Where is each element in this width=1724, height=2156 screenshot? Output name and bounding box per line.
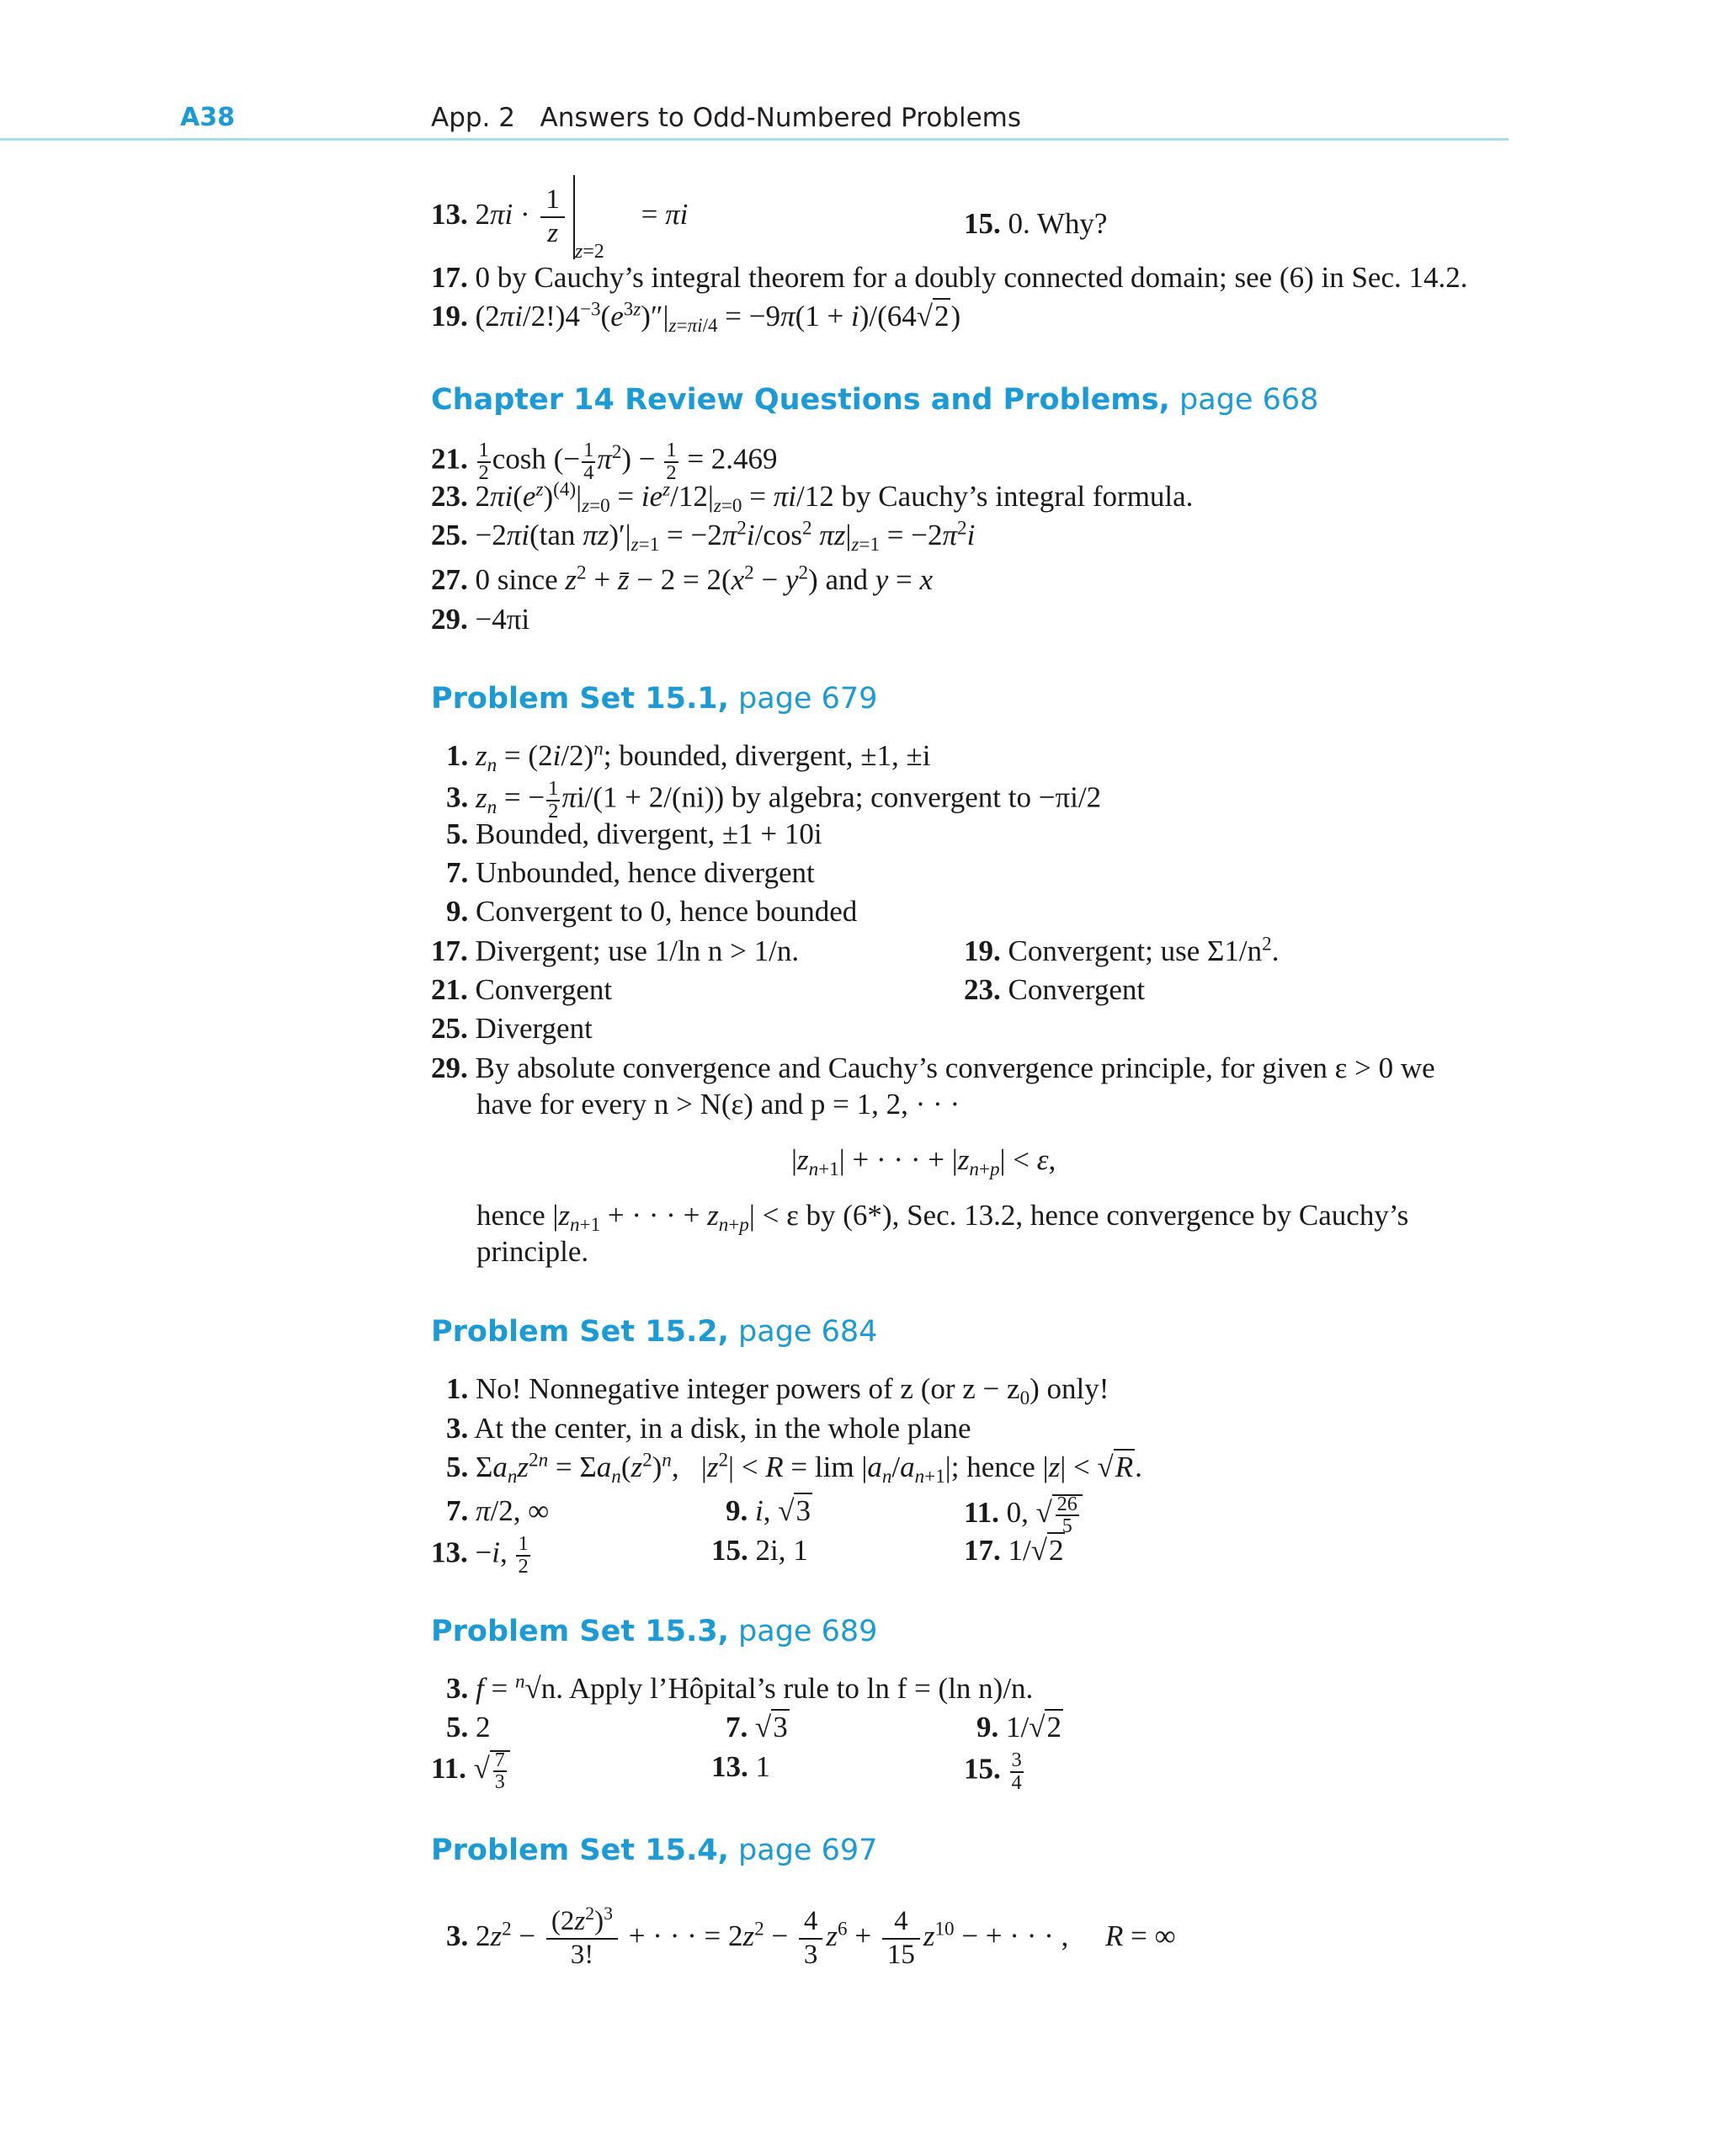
answer-3-15-1: 3. $z_n$ = − $\frac{1}{2}$ πi/(1 + 2/(ni)) by algebra; convergent to −πi/2: [446, 777, 1102, 822]
answer-7-15-3: 7. √3: [726, 1711, 788, 1743]
answer-15-15-3: 15. $\frac{3}{4}$: [964, 1749, 1022, 1794]
answer-9-15-1: 9. Convergent to 0, hence bounded: [446, 895, 858, 928]
answer-13-15-3: 13. 1: [711, 1750, 770, 1783]
answer-29-review: 29. −4πi: [431, 603, 530, 636]
answer-17-15-1: 17. Divergent; use 1/ln n > 1/n.: [431, 934, 800, 967]
answer-27-review: 27. 0 since $z^2$ + z̄ − $2 = 2(x^2 - y^2)$ and y = x: [431, 561, 934, 596]
answer-25-review: 25. −2πi(tan $\pi z)'|_{z=1} = -2\pi^2i/\cos^2$ $\pi z|_{z=1} = -2\pi^2i$: [431, 516, 976, 555]
answer-17: 17. 0 by Cauchy’s integral theorem for a doubly connected domain; see (6) in Sec. 14.2.: [431, 261, 1468, 294]
answer-29-line-5: principle.: [476, 1235, 589, 1268]
answer-29-line-4: hence $|z_{n+1}$ + · · · + $z_{n+p}| < \varepsilon$ by (6*), Sec. 13.2, hence convergence by Cauchy’s: [476, 1199, 1409, 1235]
answer-3-15-4: 3. $2z^2$ − $\frac{(2z^2)^3}{3!}$ + · · · = $2z^2$ − $\frac{4}{3}$ $z^6$ + $\frac{4}{15}$ $z^{10}$ − + · · · , R = ∞: [446, 1903, 1176, 1970]
answer-19: 19. $(2\pi i/2!)4^{-3}(e^{3z})''|_{z=\pi i/4} = -9\pi(1 + i)/(64√2)$: [431, 297, 961, 336]
answer-25-15-1: 25. Divergent: [431, 1012, 593, 1045]
heading-problem-set-15-1: Problem Set 15.1, page 679: [431, 682, 878, 716]
heading-problem-set-15-2: Problem Set 15.2, page 684: [431, 1315, 878, 1349]
answer-21-review: 21. $\frac{1}{2}$ cosh (− $\frac{1}{4}$ $\pi^2$) − $\frac{1}{2}$ = 2.469: [431, 439, 778, 484]
answer-29-line-2: have for every n > N(ε) and p = 1, 2, · · ·: [476, 1088, 960, 1121]
answer-7-15-2: 7. π/2, ∞: [446, 1494, 550, 1527]
answer-5-15-2: 5. $\Sigma a_nz^{2n} = \Sigma a_n(z^2)^n$, $|z^2| < R = \lim |a_n/a_{n+1}|$; hence |z| < √R.: [446, 1448, 1142, 1487]
answer-3-15-3: 3. f = $^n$√n. Apply l’Hôpital’s rule to ln f = (ln n)/n.: [446, 1669, 1034, 1705]
answer-23-15-1: 23. Convergent: [964, 973, 1146, 1006]
answer-17-15-2: 17. 1/√2: [964, 1534, 1064, 1567]
answer-13-15-2: 13. −i, $\frac{1}{2}$: [431, 1532, 529, 1578]
answer-29-15-1: 29. By absolute convergence and Cauchy’s convergence principle, for given ε > 0 we: [431, 1051, 1435, 1084]
answer-1-15-1: 1. $z_n = (2i/2)^n$; bounded, divergent, ±1, ±i: [446, 737, 931, 775]
answer-11-15-3: 11. √ $\frac{7}{3}$: [431, 1750, 510, 1792]
answer-15-15-2: 15. 2i, 1: [711, 1534, 808, 1567]
page-number: A38: [180, 103, 235, 132]
heading-chapter-14-review: Chapter 14 Review Questions and Problems, page 668: [431, 383, 1319, 417]
heading-problem-set-15-4: Problem Set 15.4, page 697: [431, 1834, 878, 1867]
answer-5-15-1: 5. Bounded, divergent, ±1 + 10i: [446, 817, 822, 850]
answer-7-15-1: 7. Unbounded, hence divergent: [446, 856, 815, 889]
answer-21-15-1: 21. Convergent: [431, 973, 613, 1006]
answer-19-15-1: 19. Convergent; use $\Sigma 1/n^2$.: [964, 932, 1280, 967]
answer-29-display-equation: $|z_{n+1}|$ + · · · + $|z_{n+p}| < \varepsilon$,: [791, 1143, 1056, 1179]
heading-problem-set-15-3: Problem Set 15.3, page 689: [431, 1615, 878, 1648]
answer-15: 15. 0. Why?: [964, 207, 1108, 240]
answer-1-15-2: 1. No! Nonnegative integer powers of z (or $z - z_0$) only!: [446, 1372, 1109, 1408]
answer-3-15-2: 3. At the center, in a disk, in the whole plane: [446, 1412, 971, 1445]
answer-23-review: 23. $2\pi i(e^z)^{(4)}|_{z=0} = ie^z/12|_{z=0} = \pi i/12$ by Cauchy’s integral formula.: [431, 477, 1194, 516]
running-head: App. 2 Answers to Odd-Numbered Problems: [431, 103, 1021, 133]
answer-9-15-2: 9. i, √3: [726, 1494, 811, 1527]
answer-13: 13. 2πi · $\frac{1}{z}$ $_{z=2}$ = πi: [431, 168, 688, 261]
answer-5-15-3: 5. 2: [446, 1711, 491, 1743]
answer-11-15-2: 11. 0, √ $\frac{26}{5}$: [964, 1494, 1083, 1536]
answer-9-15-3: 9. 1/√2: [976, 1711, 1062, 1743]
